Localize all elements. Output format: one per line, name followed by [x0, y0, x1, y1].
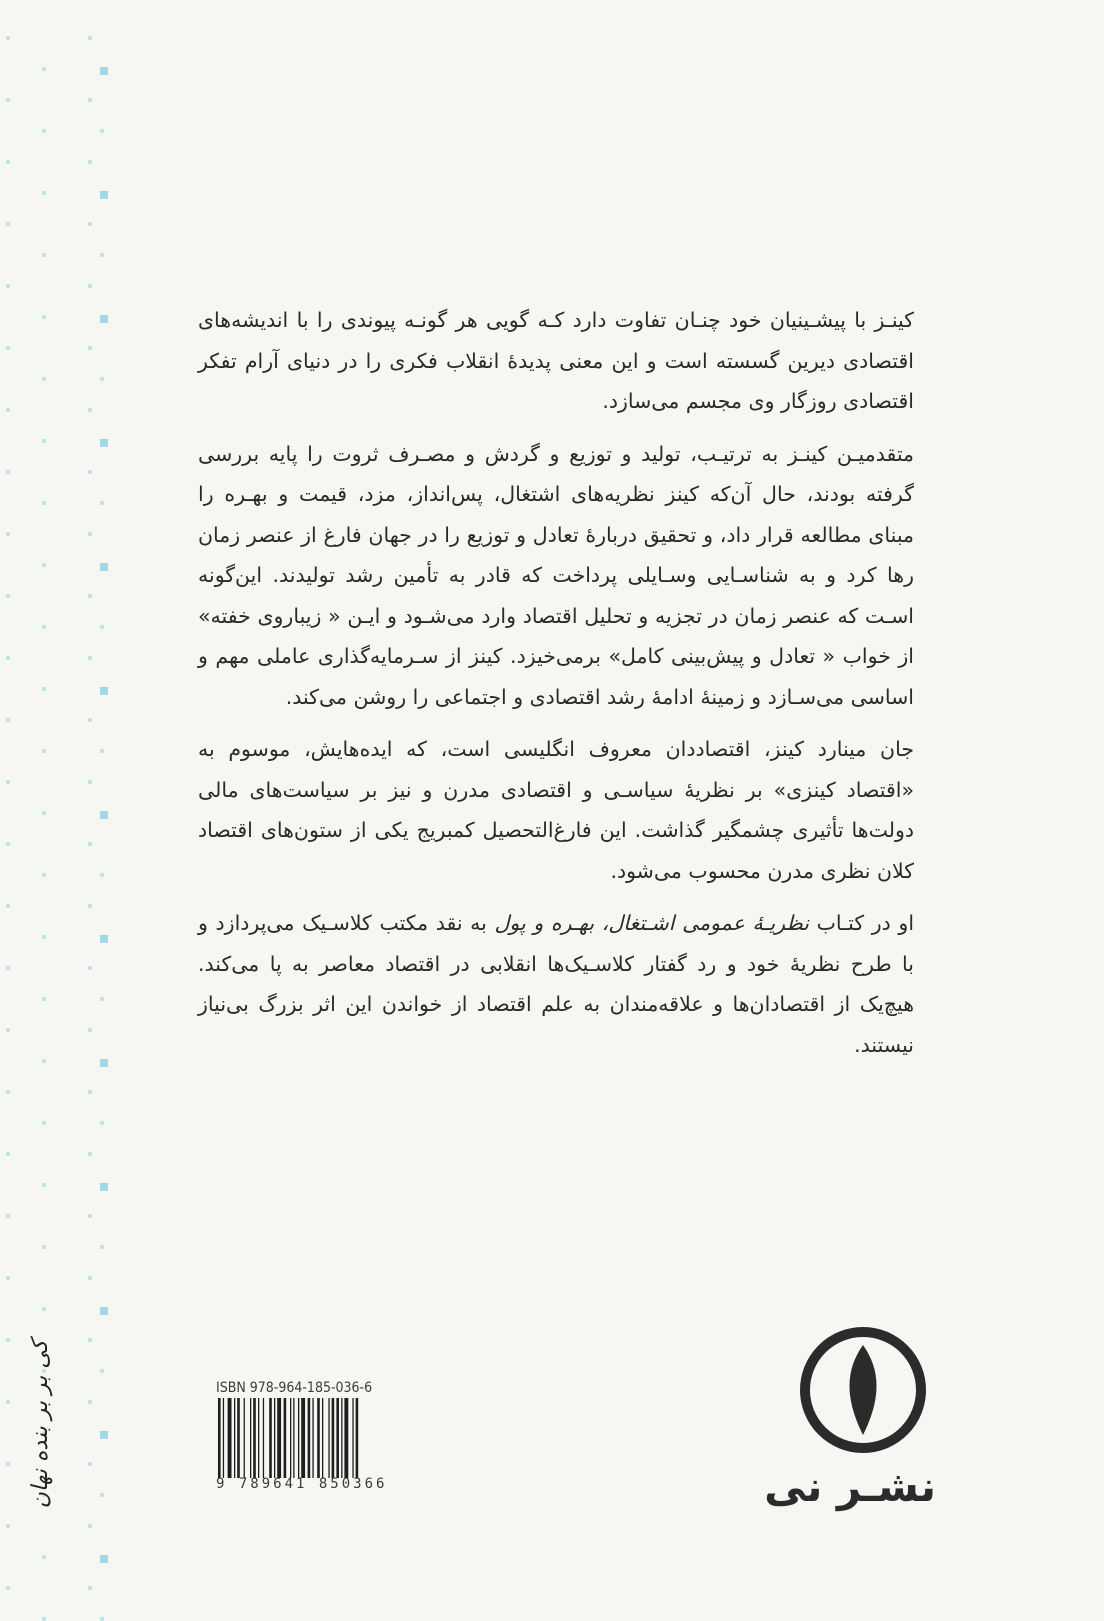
blurb-text [198, 300, 914, 1077]
pattern-dot [100, 811, 108, 819]
pattern-dot [100, 997, 104, 1001]
pattern-dot [100, 67, 108, 75]
pattern-dot [6, 1276, 10, 1280]
pattern-dot [88, 1276, 92, 1280]
pattern-dot [88, 160, 92, 164]
pattern-dot [6, 1028, 10, 1032]
blurb-paragraph-1: کینـز با پیشـینیان خود چنـان تفاوت دارد کـه گویی هر گونـه پیوندی را با اندیشه‌های اقتصادی دیرین گسسته است و این معنی پدیدهٔ انقلاب فکری را در دنیای آرام تفکر اقتصادی روزگار وی مجسم می‌سازد. [198, 308, 914, 413]
pattern-dot [42, 253, 46, 257]
pattern-dot [88, 656, 92, 660]
pattern-dot [42, 1307, 46, 1311]
pattern-dot [42, 749, 46, 753]
pattern-dot [100, 1431, 108, 1439]
pattern-dot [88, 1462, 92, 1466]
blurb-p4-end: به نقد مکتب کلاسـیک می‌پردازد و با طرح نظریهٔ خود و رد گفتار کلاسـیک‌ها انقلابی در اقتصاد معاصر به پا می‌کند. هیچ‌یک از اقتصادان‌ها و علاقه‌مندان به علم اقتصاد از خواندن این اثر بزرگ بی‌نیاز نیستند. [198, 911, 914, 1057]
pattern-dot [6, 904, 10, 908]
pattern-dot [42, 687, 46, 691]
pattern-dot [100, 1617, 104, 1621]
publisher-logo-icon [796, 1323, 930, 1457]
pattern-dot [100, 1369, 104, 1373]
pattern-dot [88, 532, 92, 536]
pattern-dot [42, 625, 46, 629]
barcode-bar [218, 1398, 221, 1478]
pattern-dot [100, 439, 108, 447]
barcode-bar [234, 1398, 235, 1478]
pattern-dot [6, 780, 10, 784]
pattern-dot [100, 191, 108, 199]
pattern-dot [42, 811, 46, 815]
pattern-dot [42, 501, 46, 505]
barcode-bar [301, 1398, 305, 1478]
pattern-dot [88, 470, 92, 474]
barcode-bar [263, 1398, 264, 1478]
pattern-dot [6, 470, 10, 474]
pattern-dot [88, 1152, 92, 1156]
pattern-dot [88, 1586, 92, 1590]
pattern-dot [100, 563, 108, 571]
pattern-dot [100, 129, 104, 133]
pattern-dot [42, 997, 46, 1001]
barcode-bar [341, 1398, 342, 1478]
barcode-bar [277, 1398, 281, 1478]
barcode-bar [336, 1398, 339, 1478]
pattern-dot [6, 346, 10, 350]
pattern-dot [88, 222, 92, 226]
barcode-bar [269, 1398, 272, 1478]
pattern-dot [100, 1059, 108, 1067]
pattern-dot [6, 1524, 10, 1528]
pattern-dot [88, 780, 92, 784]
pattern-dot [6, 36, 10, 40]
barcode [216, 1398, 406, 1478]
pattern-dot [88, 346, 92, 350]
pattern-dot [100, 687, 108, 695]
pattern-dot [88, 842, 92, 846]
pattern-dot [100, 625, 104, 629]
pattern-dot [6, 408, 10, 412]
barcode-bar [237, 1398, 240, 1478]
pattern-dot [100, 1245, 104, 1249]
pattern-dot [6, 1090, 10, 1094]
pattern-dot [42, 1059, 46, 1063]
pattern-dot [88, 98, 92, 102]
pattern-dot [88, 1400, 92, 1404]
barcode-bar [322, 1398, 323, 1478]
pattern-dot [6, 532, 10, 536]
pattern-dot [6, 160, 10, 164]
pattern-dot [42, 1121, 46, 1125]
barcode-bar [356, 1398, 359, 1478]
pattern-dot [42, 67, 46, 71]
blurb-paragraph-2: متقدمیـن کینـز به ترتیـب، تولید و توزیع و گردش و مصـرف ثروت را پایه بررسی گرفته بودند، حال آن‌که کینز نظریه‌های اشتغال، پس‌انداز، مزد، قیمت و بهـره را مبنای مطالعه قرار داد، و تحقیق دربارهٔ تعادل و توزیع را در جهان فارغ از عنصر زمان رها کرد و به شناسـایی وسـایلی پرداخت که قادر به تأمین رشد تولیدند. این‌گونه اسـت که عنصر زمان در تجزیه و تحلیل اقتصاد وارد می‌شـود و ایـن « زیباروی خفته» از خواب « تعادل و پیش‌بینی کامل» برمی‌خیزد. کینز از سـرمایه‌گذاری عاملی مهم و اساسی می‌سـازد و زمینهٔ ادامهٔ رشد اقتصادی و اجتماعی را روشن می‌کند. [198, 441, 914, 709]
pattern-dot [6, 98, 10, 102]
isbn-label: ISBN 978-964-185-036-6 [216, 1380, 373, 1396]
pattern-dot [100, 1307, 108, 1315]
pattern-dot [6, 284, 10, 288]
pattern-dot [88, 1090, 92, 1094]
blurb-paragraph-3: جان مینارد کینز، اقتصاددان معروف انگلیسی است، که ایده‌هایش، موسوم به «اقتصاد کینزی» بر نظریهٔ سیاسـی و اقتصادی مدرن و نیز بر سیاست‌های مالی دولت‌ها تأثیری چشمگیر گذاشت. این فارغ‌التحصیل کمبریج یکی از ستون‌های اقتصاد کلان نظری مدرن محسوب می‌شود. [198, 737, 914, 883]
pattern-dot [88, 594, 92, 598]
barcode-bar [223, 1398, 224, 1478]
pattern-dot [42, 439, 46, 443]
pattern-dot [6, 1152, 10, 1156]
pattern-dot [88, 718, 92, 722]
pattern-dot [42, 1555, 46, 1559]
pattern-dot [100, 1183, 108, 1191]
pattern-dot [6, 222, 10, 226]
barcode-bar [352, 1398, 353, 1478]
pattern-dot [6, 718, 10, 722]
pattern-dot [42, 873, 46, 877]
pattern-dot [42, 563, 46, 567]
pattern-dot [42, 935, 46, 939]
barcode-bar [284, 1398, 287, 1478]
pattern-dot [42, 315, 46, 319]
pattern-dot [42, 129, 46, 133]
pattern-dot [100, 935, 108, 943]
pattern-dot [100, 315, 108, 323]
publisher-name: نشـر نی [764, 1462, 936, 1511]
barcode-bar [328, 1398, 329, 1478]
book-title: نظریـهٔ عمومی اشـتغال، بهـره و پول [494, 911, 809, 935]
pattern-dot [42, 191, 46, 195]
pattern-dot [42, 1245, 46, 1249]
pattern-dot [88, 1524, 92, 1528]
barcode-bar [250, 1398, 251, 1478]
pattern-dot [88, 36, 92, 40]
barcode-bar [253, 1398, 256, 1478]
pattern-dot [6, 1400, 10, 1404]
pattern-dot [6, 966, 10, 970]
pattern-dot [6, 1214, 10, 1218]
pattern-dot [100, 1555, 108, 1563]
pattern-dot [100, 501, 104, 505]
blurb-paragraph-4 [198, 903, 914, 1065]
pattern-dot [6, 1338, 10, 1342]
pattern-dot [6, 1462, 10, 1466]
signature: کی بر بر بنده نهان [28, 1340, 53, 1509]
pattern-dot [88, 904, 92, 908]
pattern-dot [42, 377, 46, 381]
barcode-bar [244, 1398, 245, 1478]
pattern-dot [88, 1338, 92, 1342]
pattern-dot [42, 1183, 46, 1187]
pattern-dot [100, 873, 104, 877]
pattern-dot [88, 1214, 92, 1218]
barcode-bar [317, 1398, 320, 1478]
barcode-bar [332, 1398, 335, 1478]
pattern-dot [88, 408, 92, 412]
pattern-dot [100, 1493, 104, 1497]
blurb-p4-start: او در کتـاب [808, 911, 915, 935]
pattern-dot [100, 749, 104, 753]
barcode-bar [228, 1398, 232, 1478]
barcode-bar [344, 1398, 348, 1478]
barcode-bar [290, 1398, 291, 1478]
pattern-dot [6, 1586, 10, 1590]
barcode-bar [293, 1398, 294, 1478]
barcode-bar [308, 1398, 311, 1478]
pattern-dot [88, 966, 92, 970]
barcode-digits: 9 789641 850366 [216, 1476, 388, 1492]
pattern-dot [100, 253, 104, 257]
barcode-bar [298, 1398, 299, 1478]
pattern-dot [6, 656, 10, 660]
pattern-dot [100, 377, 104, 381]
pattern-dot [88, 1028, 92, 1032]
pattern-dot [42, 1617, 46, 1621]
barcode-bar [258, 1398, 259, 1478]
pattern-dot [88, 284, 92, 288]
pattern-dot [6, 842, 10, 846]
barcode-bar [274, 1398, 275, 1478]
pattern-dot [100, 1121, 104, 1125]
barcode-bar [312, 1398, 313, 1478]
pattern-dot [6, 594, 10, 598]
